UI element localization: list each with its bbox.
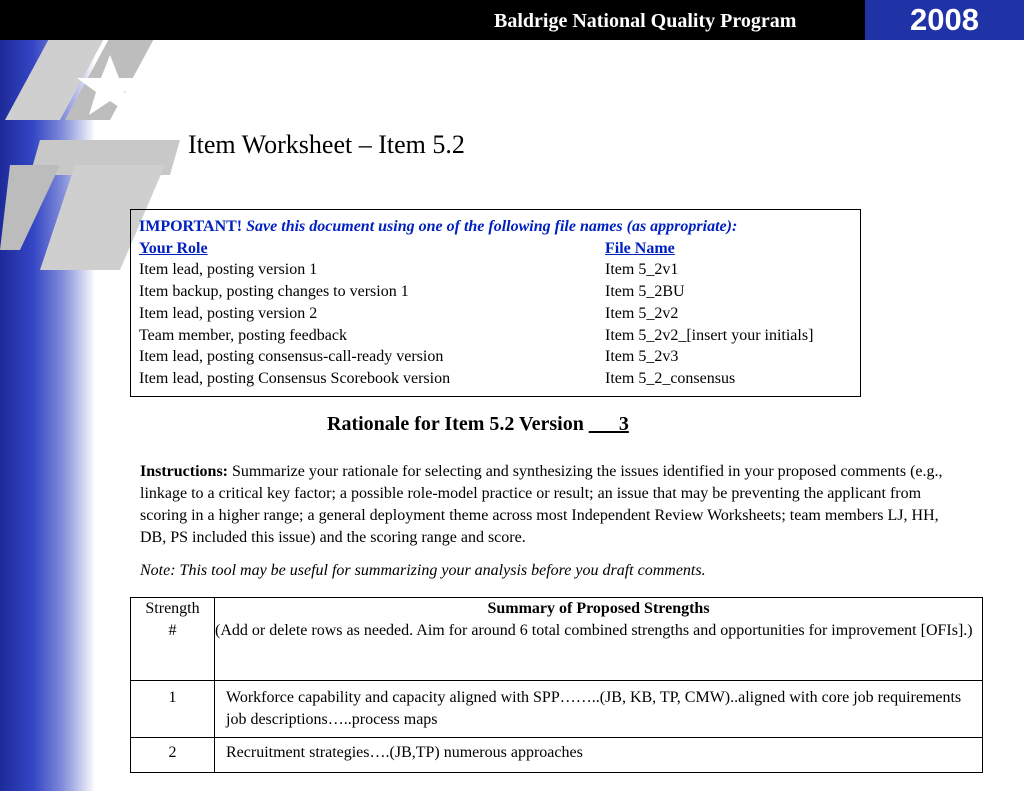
page-title: Item Worksheet – Item 5.2 (188, 130, 465, 159)
file-naming-box (130, 209, 861, 397)
rationale-heading (327, 413, 629, 436)
strength-text-cell[interactable]: Workforce capability and capacity aligned with SPP……..(JB, KB, TP, CMW)..aligned with core job requirements job descriptions…..process maps (215, 681, 983, 738)
instructions-text: Summarize your rationale for selecting and synthesizing the issues identified in your proposed comments (e.g., linkage to a critical key factor; a possible role-model practice or result; an issue that may be preventing the applicant from scoring in a higher range; a general deployment theme across most Independent Review Worksheets; team members LJ, HH, DB, PS included this issue) and the scoring range and score. (140, 463, 943, 546)
table-row (131, 681, 983, 738)
file-cell: Item 5_2v3 (605, 348, 679, 366)
summary-title: Summary of Proposed Strengths (487, 600, 710, 617)
file-cell: Item 5_2_consensus (605, 369, 736, 387)
file-cell: Item 5_2BU (605, 283, 685, 301)
strength-header-hash: # (168, 622, 177, 639)
strength-number-cell: 1 (131, 681, 215, 738)
file-table-header (139, 238, 852, 260)
instructions-label: Instructions: (140, 463, 229, 480)
role-cell: Item backup, posting changes to version 1 (139, 283, 409, 301)
note-text: Note: This tool may be useful for summarizing your analysis before you draft comments. (140, 562, 706, 579)
table-row (131, 738, 983, 773)
file-row (139, 325, 852, 347)
file-row (139, 303, 852, 325)
file-name-header: File Name (605, 239, 675, 257)
file-cell: Item 5_2v1 (605, 261, 679, 279)
file-cell: Item 5_2v2 (605, 304, 679, 322)
file-row (139, 346, 852, 368)
your-role-header: Your Role (139, 239, 208, 257)
file-row (139, 368, 852, 390)
strength-header-label: Strength (145, 600, 200, 617)
strength-number-cell: 2 (131, 738, 215, 773)
year-badge: 2008 (865, 0, 1024, 40)
important-label: IMPORTANT! (139, 218, 243, 235)
role-cell: Item lead, posting version 1 (139, 261, 318, 279)
program-title: Baldrige National Quality Program (494, 10, 797, 32)
strengths-table (130, 597, 983, 773)
role-cell: Item lead, posting Consensus Scorebook version (139, 369, 451, 387)
role-cell: Item lead, posting version 2 (139, 304, 318, 322)
file-cell: Item 5_2v2_[insert your initials] (605, 326, 814, 344)
role-cell: Item lead, posting consensus-call-ready version (139, 348, 444, 366)
strength-text-cell[interactable]: Recruitment strategies….(JB,TP) numerous approaches (215, 738, 983, 773)
table-header-row (131, 598, 983, 681)
rationale-label: Rationale for Item 5.2 Version (327, 413, 584, 435)
rationale-version: ___3 (588, 413, 629, 435)
file-row (139, 281, 852, 303)
important-text: Save this document using one of the following file names (as appropriate): (246, 218, 738, 235)
role-cell: Team member, posting feedback (139, 326, 347, 344)
summary-header (215, 598, 983, 681)
file-row (139, 259, 852, 281)
strength-number-header (131, 598, 215, 681)
summary-subtitle: (Add or delete rows as needed. Aim for around 6 total combined strengths and opportunities for improvement [OFIs].) (215, 622, 973, 639)
instructions-paragraph (140, 461, 960, 549)
important-heading (139, 216, 852, 238)
